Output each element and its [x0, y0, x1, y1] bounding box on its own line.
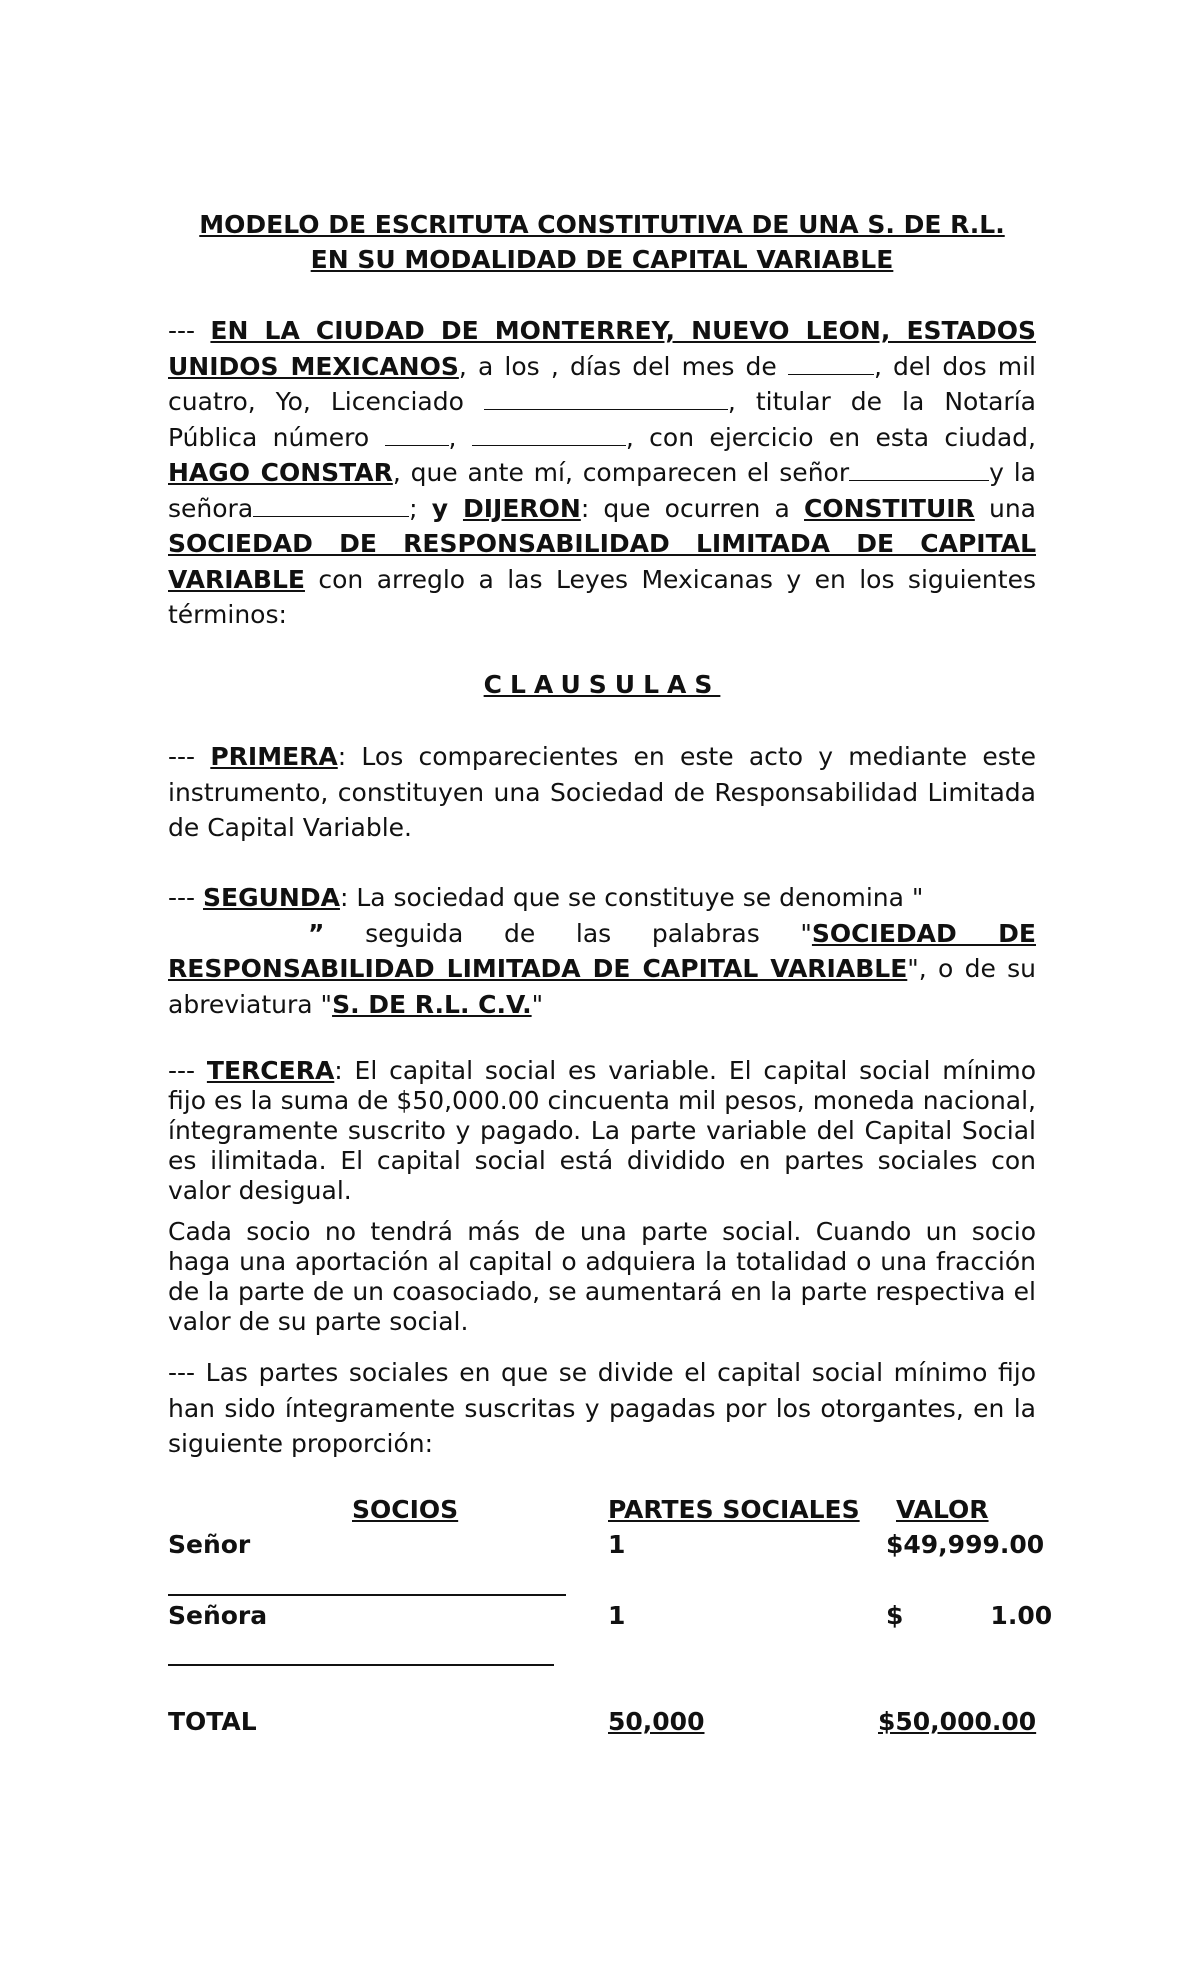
clausula-segunda	[168, 880, 1036, 1022]
document-title-line1: MODELO DE ESCRITUTA CONSTITUTIVA DE UNA S. DE R.L.	[199, 210, 1005, 239]
row1-partes: 1	[608, 1530, 626, 1559]
tercera-label: TERCERA	[206, 1056, 335, 1085]
table-header-valor: VALOR	[896, 1495, 989, 1524]
segunda-sociedad: SOCIEDAD DE RESPONSABILIDAD LIMITADA DE CAPITAL VARIABLE	[168, 918, 1036, 983]
signature-line-senora	[168, 1664, 554, 1666]
primera-label: PRIMERA	[210, 742, 338, 771]
segunda-label: SEGUNDA	[203, 883, 340, 912]
segunda-text-1: : La sociedad que se constituye se denomina "	[339, 883, 924, 912]
segunda-dashes: ---	[168, 883, 204, 912]
intro-text-11: con arreglo a las Leyes Mexicanas y en los siguientes términos:	[168, 564, 1036, 629]
segunda-text-2: seguida de las palabras "	[324, 918, 812, 948]
blank-senor	[849, 458, 989, 481]
blank-licenciado	[484, 387, 728, 410]
intro-paragraph	[168, 313, 1036, 633]
segunda-quote: ”	[308, 918, 325, 948]
intro-text-3: , titular de la Notaría Pública número	[168, 387, 1036, 452]
sociedad-name: SOCIEDAD DE RESPONSABILIDAD LIMITADA DE CAPITAL VARIABLE	[168, 529, 1036, 594]
intro-text-9: : que ocurren a	[580, 493, 805, 523]
intro-y: y	[431, 493, 463, 523]
segunda-text-4: "	[531, 989, 544, 1019]
intro-text-1: , a los , días del mes de	[458, 351, 788, 381]
segunda-text-3: ", o de su abreviatura "	[168, 954, 1037, 1019]
blank-notaria-name	[472, 423, 626, 446]
dijeron: DIJERON	[462, 493, 581, 523]
intro-text-5: , con ejercicio en esta ciudad,	[625, 422, 1036, 452]
intro-text-7: y la señora	[168, 458, 1036, 523]
intro-city: EN LA CIUDAD DE MONTERREY, NUEVO LEON, ESTADOS UNIDOS MEXICANOS	[168, 316, 1036, 381]
blank-senora	[253, 494, 409, 517]
constituir: CONSTITUIR	[804, 493, 975, 523]
intro-text-8: ;	[409, 493, 432, 523]
segunda-abbr: S. DE R.L. C.V.	[332, 989, 532, 1019]
clausula-tercera	[168, 1056, 1036, 1206]
row2-valor: $ 1.00	[886, 1601, 1053, 1630]
primera-dashes: ---	[168, 742, 211, 771]
row1-valor: $49,999.00	[886, 1530, 1045, 1559]
cada-socio-paragraph: Cada socio no tendrá más de una parte social. Cuando un socio haga una aportación al capital o adquiera la totalidad o una fracción de la parte de un coasociado, se aumentará en la parte respectiva el valor de su parte social.	[168, 1217, 1036, 1336]
row2-socio: Señora	[168, 1601, 268, 1630]
intro-text-10: una	[974, 493, 1036, 523]
intro-text-4: ,	[448, 422, 472, 452]
row2-partes: 1	[608, 1601, 626, 1630]
table-header-socios: SOCIOS	[352, 1495, 459, 1524]
tercera-dashes: ---	[168, 1056, 207, 1085]
blank-month	[788, 352, 874, 375]
tercera-text: : El capital social es variable. El capital social mínimo fijo es la suma de $50,000.00 cincuenta mil pesos, moneda nacional, íntegramente suscrito y pagado. La parte variable del Capital Social es ilimitada. El capital social está dividido en partes sociales con valor desigual.	[168, 1056, 1036, 1205]
partes-sociales-paragraph: --- Las partes sociales en que se divide el capital social mínimo fijo han sido íntegramente suscritas y pagadas por los otorgantes, en la siguiente proporción:	[168, 1358, 1036, 1458]
intro-text-2: , del dos mil cuatro, Yo, Licenciado	[168, 351, 1036, 416]
document-title-line2: EN SU MODALIDAD DE CAPITAL VARIABLE	[310, 245, 894, 274]
total-valor: $50,000.00	[878, 1707, 1037, 1736]
clausula-primera	[168, 739, 1036, 846]
table-header-partes: PARTES SOCIALES	[608, 1495, 860, 1524]
clausulas-heading: CLAUSULAS	[483, 670, 721, 699]
intro-text-6: , que ante mí, comparecen el señor	[392, 458, 850, 487]
total-label: TOTAL	[168, 1707, 257, 1736]
intro-dashes: ---	[168, 316, 211, 345]
primera-text: : Los comparecientes en este acto y mediante este instrumento, constituyen una Sociedad de Responsabilidad Limitada de Capital Variable.	[168, 742, 1036, 842]
hago-constar: HAGO CONSTAR	[168, 458, 393, 487]
signature-line-senor	[168, 1594, 566, 1596]
row1-socio: Señor	[168, 1530, 251, 1559]
total-partes: 50,000	[608, 1707, 705, 1736]
blank-notaria-number	[385, 423, 449, 446]
